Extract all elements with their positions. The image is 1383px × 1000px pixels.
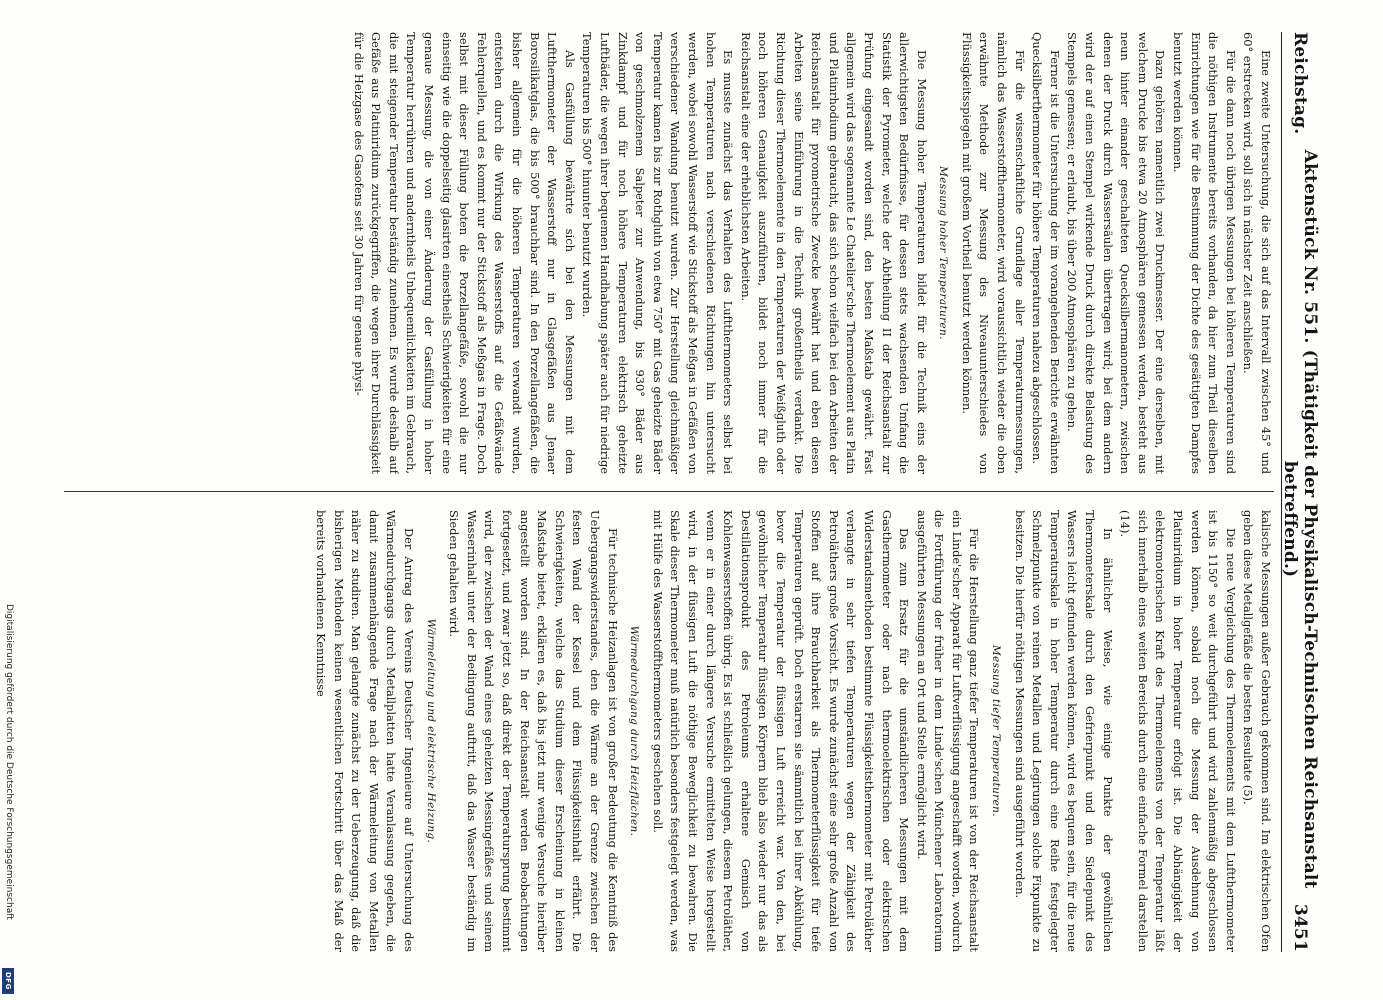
paragraph: Für die dann noch übrigen Messungen bei höheren Temperaturen sind die nöthigen Instrumente bereits vorhanden, da hier zum Theil dieselben Einrichtungen wie für die Bestimmung der Dichte des gesättigten Dampfes benutzt werden können. xyxy=(1171,32,1238,474)
section-heading: Wärmeleitung und elektrische Heizung. xyxy=(424,618,437,844)
section-heading: Wärmedurchgang durch Heizflächen. xyxy=(628,625,641,837)
column-divider xyxy=(64,491,1274,492)
paragraph: kalische Messungen außer Gebrauch gekommen sind. Im elektrischen Ofen geben diese Metallgefäße die besten Resultate (5). xyxy=(1241,510,1273,952)
header-left: Reichstag. xyxy=(1290,32,1310,135)
header-title: Aktenstück Nr. 551. (Thätigkeit der Physikalisch-Technischen Reichsanstalt betreffend.) xyxy=(1280,149,1320,889)
paragraph: Die neue Vergleichung des Thermoelements mit dem Luftthermometer ist bis 1150° so weit durchgeführt und wird zahlenmäßig abgeschlossen werden können, sobald noch die Messung der Ausdehnung von Platiniridium in hoher Temperatur erfolgt ist. Die Abhängigkeit der elektromotorischen Kraft des Thermoelements von der Temperatur läßt sich innerhalb eines weiten Bereichs durch eine einfache Formel darstellen (14). xyxy=(1118,510,1238,952)
digitization-credit: Digitalisierung gefördert durch die Deutsche Forschungsgemeinschaft xyxy=(4,604,14,920)
running-header xyxy=(1281,32,1318,952)
left-column xyxy=(64,32,1274,474)
rotated-document-sheet xyxy=(58,32,1318,952)
section-heading: Messung tiefer Temperaturen. xyxy=(990,645,1003,817)
paragraph: Eine zweite Untersuchung, die sich auf das Intervall zwischen 45° und 60° erstrecken wird, soll sich in nächster Zeit anschließen. xyxy=(1241,32,1273,474)
paragraph: Als Gasfüllung bewährte sich bei den Messungen mit dem Luftthermometer der Wasserstoff nur in Glasgefäßen aus Jenaer Borosilikatglas, die bis 500° brauchbar sind. In den Porzellangefäßen, die bisher allgemein für die höheren Temperaturen verwandt wurden, entstehen durch die Wirkung des Wasserstoffs auf die Gefäßwände Fehlerquellen, und es kommt nur der Stickstoff als Meßgas in Frage. Doch selbst mit dieser Füllung boten die Porzellangefäße, sowohl die nur einseitig wie die doppelseitig glasirten einestheils Schwierigkeiten für eine genaue Messung, die von einer Änderung der Gasfüllung in hoher Temperatur herrühren und anderntheils Unbequemlichkeiten im Gebrauch, die mit steigender Temperatur beständig zunehmen. Es wurde deshalb auf Gefäße aus Platiniridium zurückgegriffen, die wegen ihrer Durchlässigkeit für die Heizgase des Gasofens seit 30 Jahren für genaue physi- xyxy=(351,32,577,474)
paragraph: Für die Herstellung ganz tiefer Temperaturen ist von der Reichsanstalt ein Linde'scher Apparat für Luftverflüssigung angeschafft worden, wodurch die Fortführung der früher in dem Linde'schen Münchener Laboratorium ausgeführten Messungen an Ort und Stelle ermöglicht wird. xyxy=(914,510,982,952)
page-number: 3451 xyxy=(1290,903,1310,952)
paragraph: Es musste zunächst das Verhalten des Luftthermometers selbst bei hohen Temperaturen nach verschiedenen Richtungen hin untersucht werden, wobei sowohl Wasserstoff wie Stickstoff als Meßgas in Gefäßen von verschiedener Wandung benutzt wurden. Zur Herstellung gleichmäßiger Temperatur kamen bis zur Rothgluth von etwa 750° mit Gas geheizte Bäder von geschmolzenem Salpeter zur Anwendung, bis 930° Bäder aus Zinkdampf und für noch höhere Temperaturen elektrisch geheizte Luftbäder, die wegen ihrer bequemen Handhabung später auch für niedrige Temperaturen bis 500° hinunter benutzt wurden. xyxy=(580,32,736,474)
paragraph: Der Antrag des Vereins Deutscher Ingenieure auf Untersuchung des Wärmedurchgangs durch Metallplatten hatte Veranlassung gegeben, die damit zusammenhängende Frage nach der Wärmeleitung von Metallen näher zu studiren. Man gelangte zunächst zu der Ueberzeugung, daß die bisherigen Methoden keinen wesentlichen Fortschritt über das Maß der bereits vorhandenen Kenntnisse xyxy=(314,510,417,952)
paragraph: Dazu gehören namentlich zwei Druckmesser. Der eine derselben, mit welchem Drucke bis etwa 20 Atmosphären gemessen werden, besteht aus neun hinter einander geschalteten Quecksilbermanometern, zwischen denen der Druck durch Wassersäulen übertragen wird; bei dem andern wird der auf einen Stempel wirkende Druck durch direkte Belastung des Stempels gemessen; er erlaubt, bis über 200 Atmosphären zu gehen. xyxy=(1065,32,1168,474)
paragraph: In ähnlicher Weise, wie einige Punkte der gewöhnlichen Thermometerskale durch den Gefrierpunkt und den Siedepunkt des Wassers leicht gefunden werden können, wird es bequem sein, für die neue Temperaturskale in hoher Temperatur durch eine Reihe festgelegter Schmelzpunkte von reinen Metallen und Legirungen solche Fixpunkte zu besitzen. Die hierfür nöthigen Messungen sind ausgeführt worden. xyxy=(1012,510,1115,952)
paragraph: Das zum Ersatz für die umständlicheren Messungen mit dem Gasthermometer oder nach thermoelektrischen oder elektrischen Widerstandsmethoden bestimmte Flüssigkeitsthermometer mit Petroläther verlangte in sehr tiefen Temperaturen wegen der Zähigkeit des Petroläthers große Vorsicht. Es wurde zunächst eine sehr große Anzahl von Stoffen auf ihre Brauchbarkeit als Thermometerflüssigkeit für tiefe Temperaturen geprüft. Doch erstarren sie sämmtlich bei ihrer Abkühlung, bevor die Temperatur der flüssigen Luft erreicht war. Von den, bei gewöhnlicher Temperatur flüssigen Körpern blieb also wieder nur das als Destillationsprodukt des Petroleums erhaltene Gemisch von Kohlenwasserstoffen übrig. Es ist schließlich gelungen, diesem Petroläther, wenn er in einer durch längere Versuche ermittelten Weise hergestellt wird, in der flüssigen Luft die nöthige Beweglichkeit zu bewahren. Die Skale dieser Thermometer muß natürlich besonders festgelegt werden, was mit Hülfe des Wasserstoffthermometers geschehen soll. xyxy=(650,510,912,952)
section-heading: Messung hoher Temperaturen. xyxy=(937,166,950,340)
paragraph: Die Messung hoher Temperaturen bildet für die Technik eins der allerwichtigsten Bedürfnisse, für dessen stets wachsenden Umfang die Statistik der Pyrometer, welche der Abtheilung II der Reichsanstalt zur Prüfung eingesandt worden sind, den besten Maßstab gewährt. Fast allgemein wird das sogenannte Le Chatelier'sche Thermoelement aus Platin und Platinrhodium gebraucht, das sich schon vielfach bei den Arbeiten der Reichsanstalt für pyrometrische Zwecke bewährt hat und eben diesen Arbeiten seine Einführung in die Technik großentheils verdankt. Die Richtung dieser Thermoelemente in den Temperaturen der Weißgluth oder noch höheren Genauigkeit auszuführen, bildet noch immer für die Reichsanstalt eine der erheblichsten Arbeiten. xyxy=(738,32,929,474)
dfg-logo-icon: DFG xyxy=(2,968,14,994)
paragraph: Für technische Heizanlagen ist von großer Bedeutung die Kenntniß des Uebergangswiderstandes, den die Wärme an der Grenze zwischen der festen Wand der Kessel und dem Flüssigkeitsinhalt erfährt. Die Schwierigkeiten, welche das Studium dieser Erscheinung in kleinen Maßstabe bietet, erklären es, daß bis jetzt nur wenige Versuche hierüber angestellt worden sind. In der Reichsanstalt werden Beobachtungen fortgesetzt, und zwar jetzt so, daß direkt der Temperatursprung bestimmt wird, der zwischen der Wand eines geheizten Messingefäßes und seinem Wasserinhalt unter der Bedingung auftritt, daß das Wasser beständig im Sieden gehalten wird. xyxy=(447,510,620,952)
right-column xyxy=(64,510,1274,952)
paragraph: Ferner ist die Untersuchung der im vorangehenden Berichte erwähnten Quecksilberthermometer für höhere Temperaturen nahezu abgeschlossen. xyxy=(1030,32,1062,474)
paragraph: Für die wissenschaftliche Grundlage aller Temperaturmessungen, nämlich das Wasserstoffthermometer, wird voraussichtlich wieder die oben erwähnte Methode zur Messung des Niveauunterschiedes von Flüssigkeitsspiegeln mit großem Vortheil benutzt werden können. xyxy=(959,32,1027,474)
